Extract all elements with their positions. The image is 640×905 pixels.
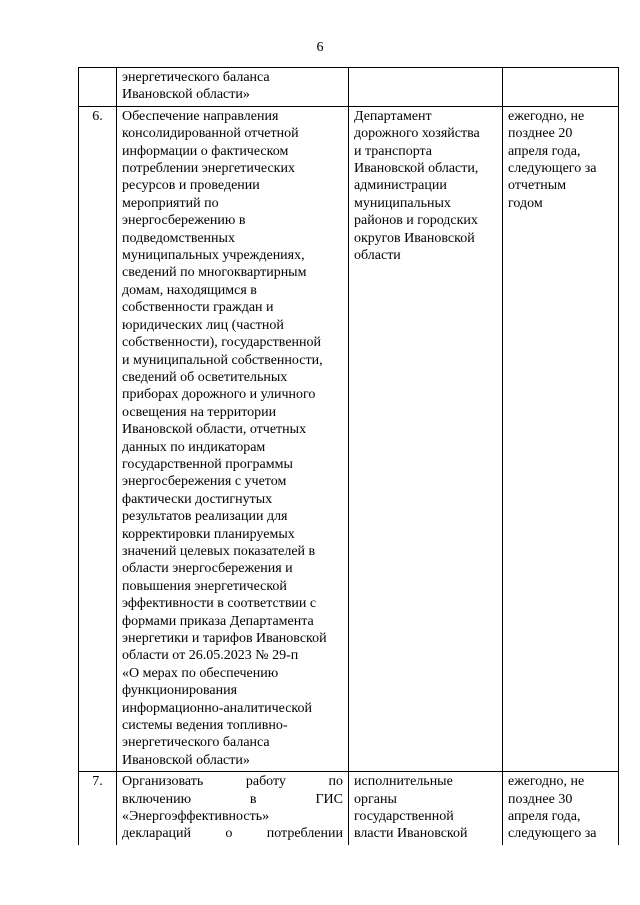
row-responsible: исполнительные органы государственной власти Ивановской (349, 772, 503, 845)
row-deadline: ежегодно, не позднее 30 апреля года, следующего за (503, 772, 619, 845)
description-line: включению в ГИС (122, 791, 343, 807)
table-row (79, 68, 619, 107)
row-number (79, 68, 117, 107)
description-line: Организовать работу по (122, 774, 343, 790)
row-description: энергетического баланса Ивановской области» (117, 68, 349, 107)
measures-table (78, 67, 619, 845)
row-deadline: ежегодно, не позднее 20 апреля года, следующего за отчетным годом (503, 106, 619, 771)
row-responsible: Департамент дорожного хозяйства и транспорта Ивановской области, администрации муниципальных районов и городских округов Ивановской области (349, 106, 503, 771)
row-number: 7. (79, 772, 117, 845)
description-line: «Энергоэффективность» (122, 809, 270, 825)
row-responsible (349, 68, 503, 107)
row-number: 6. (79, 106, 117, 771)
table-row (79, 772, 619, 845)
page-number: 6 (316, 40, 324, 55)
row-description: Обеспечение направления консолидированной отчетной информации о фактическом потреблении энергетических ресурсов и проведении мероприятий по энергосбережению в подведомственных муниципальных учреждениях, сведений по многоквартирным домам, находящимся в собственности граждан и юридических лиц (частной собственности), государственной и муниципальной собственности, сведений об осветительных приборах дорожного и уличного освещения на территории Ивановской области, отчетных данных по индикаторам государственной программы энергосбережения с учетом фактически достигнутых результатов реализации для корректировки планируемых значений целевых показателей в области энергосбережения и повышения энергетической эффективности в соответствии с формами приказа Департамента энергетики и тарифов Ивановской области от 26.05.2023 № 29-п «О мерах по обеспечению функционирования информационно-аналитической системы ведения топливно- энергетического баланса Ивановской области» (117, 106, 349, 771)
description-line: деклараций о потреблении (122, 826, 343, 842)
table-row (79, 106, 619, 771)
row-description (117, 772, 349, 845)
row-deadline (503, 68, 619, 107)
